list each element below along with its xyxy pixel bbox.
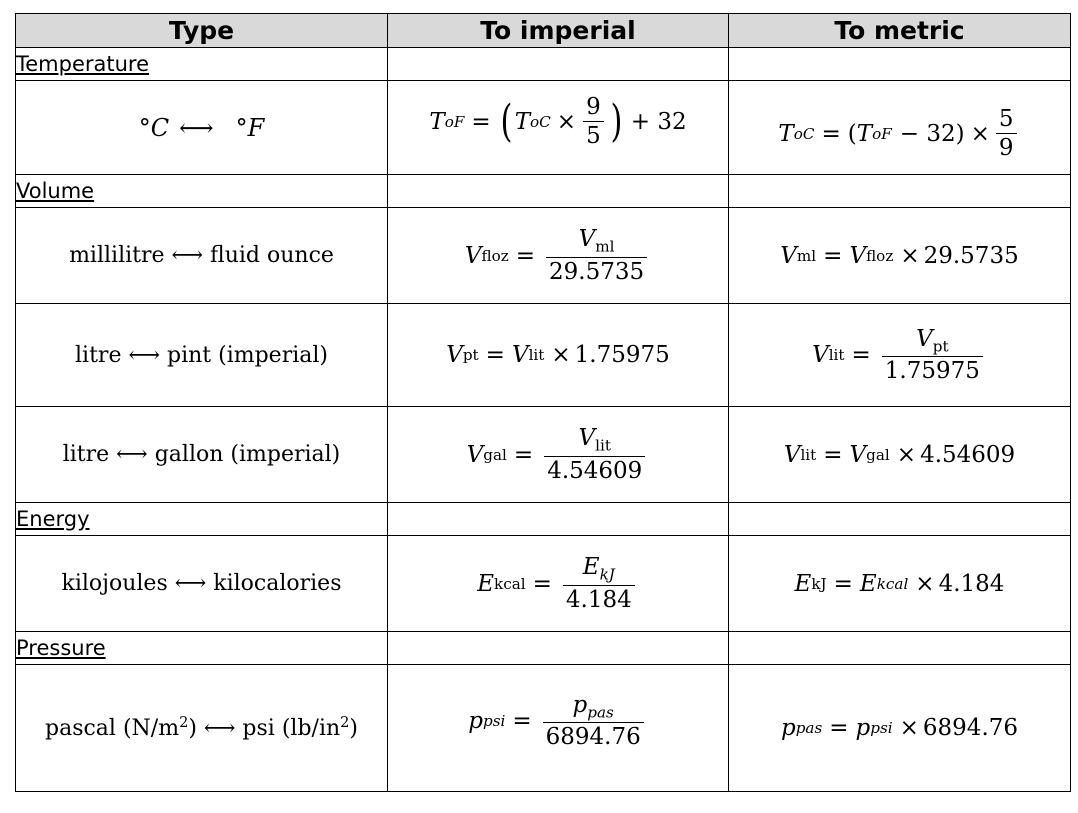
table-row-pas-psi: [16, 665, 1071, 792]
type-cell-litre-pint: litre ⟷ pint (imperial): [16, 304, 388, 407]
section-row-pressure: [16, 632, 1071, 665]
formula-litre-gallon-to-imperial: V gal = $\frac{V_{lit}}{4.54609}$: [388, 407, 729, 503]
formula-ml-floz-to-metric: V ml = V floz × 29.5735: [729, 208, 1071, 304]
table-row-temperature: [16, 81, 1071, 175]
formula-kj-kcal-to-metric: E kJ = E kcal × 4.184: [729, 536, 1071, 632]
header-type: Type: [16, 14, 388, 48]
formula-pas-psi-to-imperial: p psi = $\frac{p_{pas}}{6894.76}$: [388, 665, 729, 792]
type-cell-litre-gallon: litre ⟷ gallon (imperial): [16, 407, 388, 503]
type-cell-ml-floz: millilitre ⟷ fluid ounce: [16, 208, 388, 304]
table-row-litre-pint: [16, 304, 1071, 407]
conversion-table: [15, 13, 1071, 792]
section-row-volume: [16, 175, 1071, 208]
header-to-imperial: To imperial: [388, 14, 729, 48]
double-arrow-icon: ⟷: [179, 113, 214, 142]
header-to-metric: To metric: [729, 14, 1071, 48]
formula-litre-gallon-to-metric: V lit = V gal × 4.54609: [729, 407, 1071, 503]
section-label-temperature: Temperature: [16, 48, 388, 81]
section-label-energy: Energy: [16, 503, 388, 536]
formula-temp-to-imperial: T oF = ( T oC × $\frac{9}{5}$ ) + 32: [388, 81, 729, 175]
formula-ml-floz-to-imperial: V floz = $\frac{V_{ml}}{29.5735}$: [388, 208, 729, 304]
type-cell-kj-kcal: kilojoules ⟷ kilocalories: [16, 536, 388, 632]
section-label-volume: Volume: [16, 175, 388, 208]
header-row: [16, 14, 1071, 48]
type-cell-temperature: [16, 81, 388, 175]
table-row-kj-kcal: [16, 536, 1071, 632]
formula-temp-to-metric: T oC = ( T oF − 32 ) × $\frac{5}{9}$: [729, 81, 1071, 175]
formula-kj-kcal-to-imperial: E kcal = $\frac{E_{kJ}}{4.184}$: [388, 536, 729, 632]
formula-pas-psi-to-metric: p pas = p psi × 6894.76: [729, 665, 1071, 792]
section-row-temperature: [16, 48, 1071, 81]
formula-litre-pint-to-imperial: V pt = V lit × 1.75975: [388, 304, 729, 407]
table-row-ml-floz: [16, 208, 1071, 304]
celsius-label: °C: [138, 113, 170, 142]
section-label-pressure: Pressure: [16, 632, 388, 665]
formula-litre-pint-to-metric: V lit = $\frac{V_{pt}}{1.75975}$: [729, 304, 1071, 407]
table-row-litre-gallon: [16, 407, 1071, 503]
fahrenheit-label: °F: [235, 113, 265, 142]
section-row-energy: [16, 503, 1071, 536]
type-cell-pas-psi: pascal $(N/m^2)$ ⟷ psi $(lb/in^2)$: [16, 665, 388, 792]
